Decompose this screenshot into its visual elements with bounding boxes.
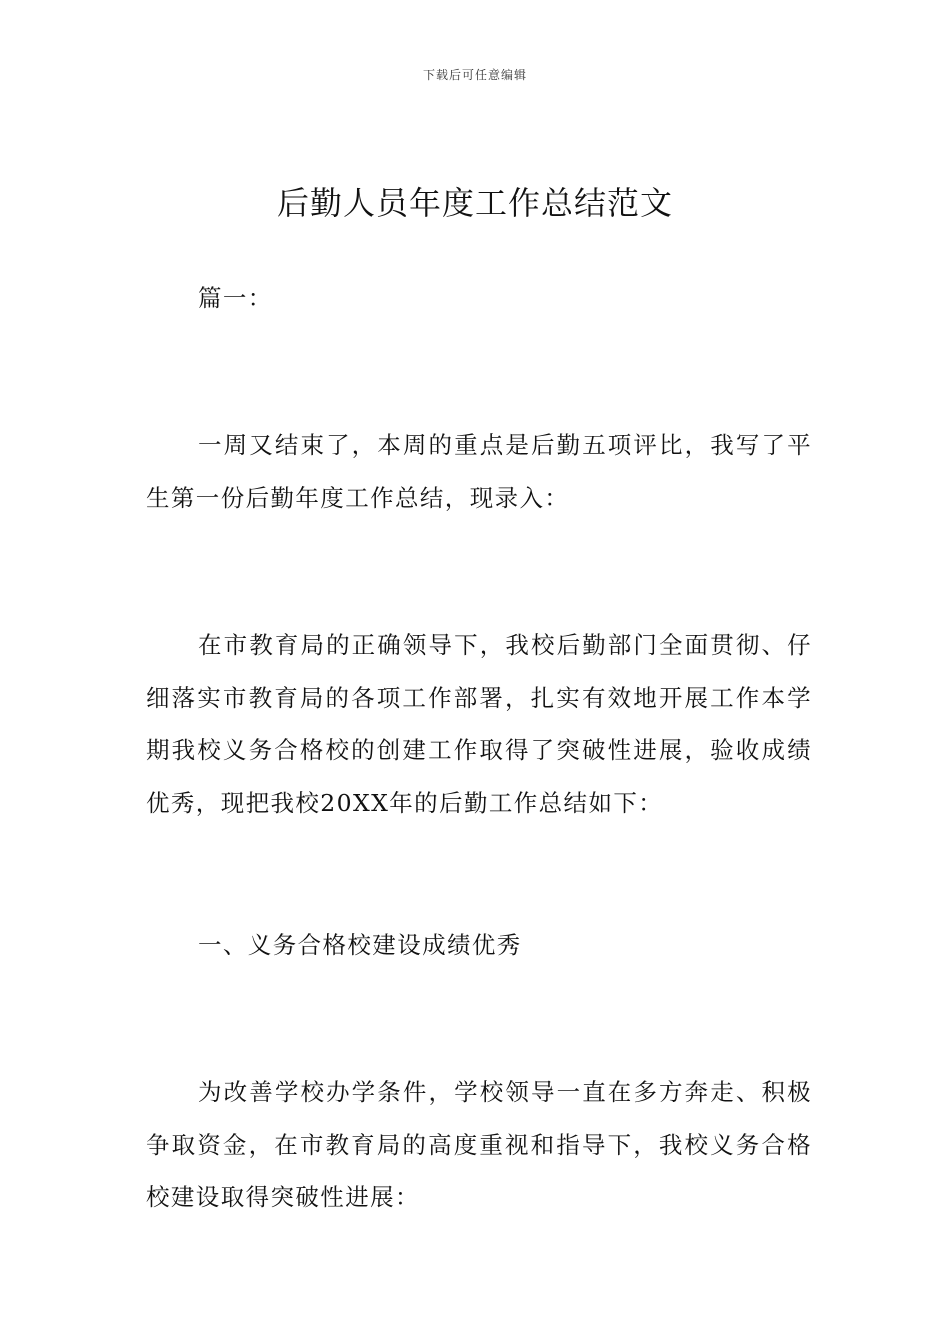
- paragraph-context: 在市教育局的正确领导下，我校后勤部门全面贯彻、仔细落实市教育局的各项工作部署，扎实有效地开展工作本学期我校义务合格校的创建工作取得了突破性进展，验收成绩优秀，现把我校20XX年的后勤工作总结如下：: [146, 631, 812, 817]
- paragraph-part-one-label: 篇一：: [198, 284, 273, 312]
- document-title: 后勤人员年度工作总结范文: [276, 184, 673, 222]
- paragraph-intro: 一周又结束了，本周的重点是后勤五项评比，我写了平生第一份后勤年度工作总结，现录入：: [146, 431, 812, 512]
- section-heading-1: 一、义务合格校建设成绩优秀: [198, 931, 522, 959]
- page-header-note: 下载后可任意编辑: [422, 68, 527, 82]
- paragraph-improvement: 为改善学校办学条件，学校领导一直在多方奔走、积极争取资金，在市教育局的高度重视和指导下，我校义务合格校建设取得突破性进展：: [146, 1078, 812, 1211]
